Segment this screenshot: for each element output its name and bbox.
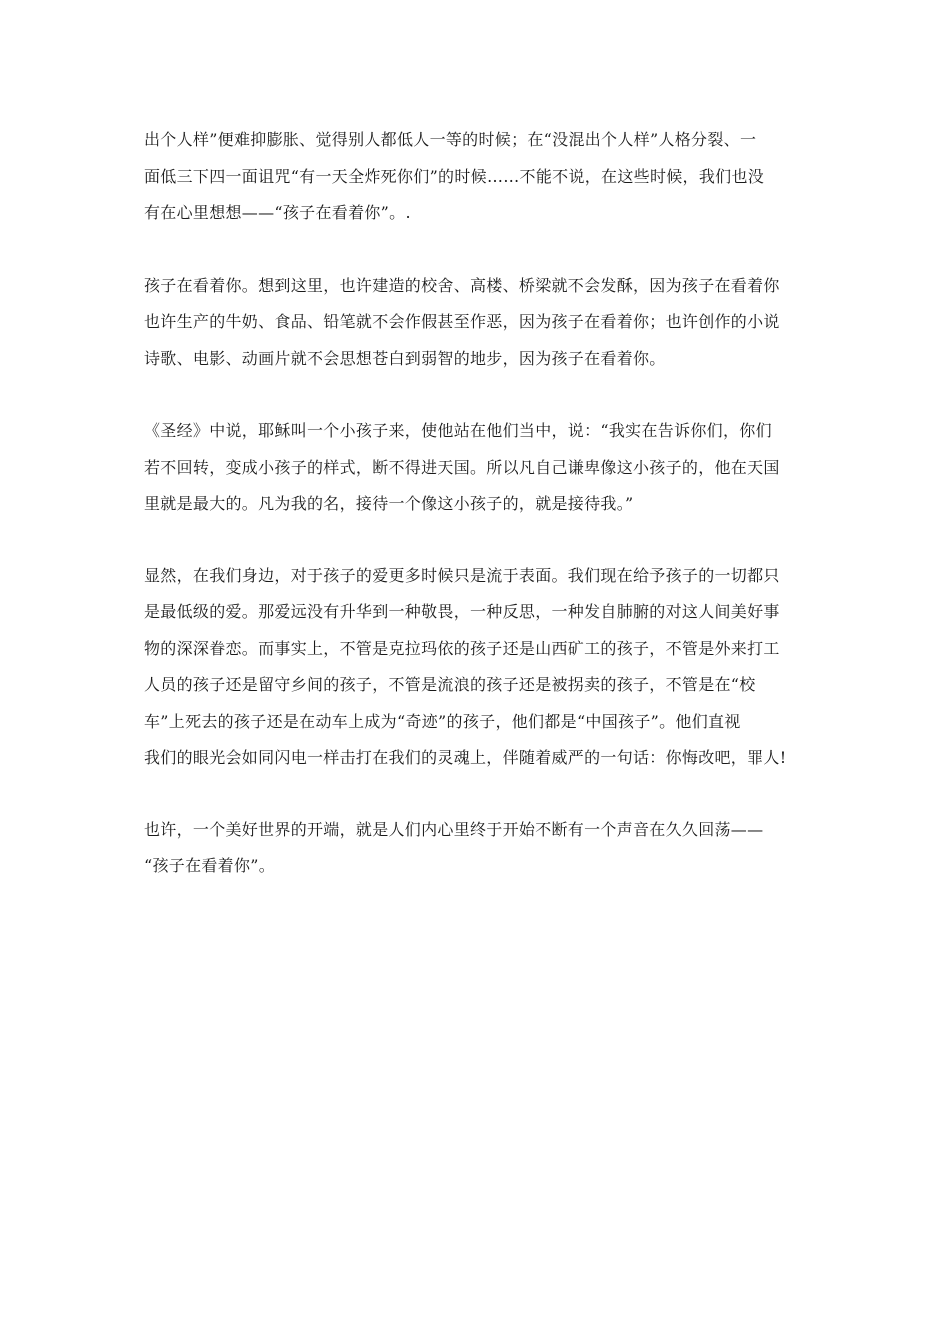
paragraph-3: 《圣经》中说，耶稣叫一个小孩子来，使他站在他们当中，说：“我实在告诉你们，你们 若不回转，变成小孩子的样式，断不得进天国。所以凡自己谦卑像这小孩子的，他在天国 里就是最大的。凡为我的名，接待一个像这小孩子的，就是接待我。” bbox=[144, 421, 780, 513]
paragraph-2: 孩子在看着你。想到这里，也许建造的校舍、高楼、桥梁就不会发酥，因为孩子在看着你 也许生产的牛奶、食品、铅笔就不会作假甚至作恶，因为孩子在看着你；也许创作的小说 诗歌、电影、动画片就不会思想苍白到弱智的地步，因为孩子在看着你。 bbox=[144, 275, 780, 368]
document-body bbox=[144, 122, 812, 921]
paragraph-1: 出个人样”便难抑膨胀、觉得别人都低人一等的时候；在“没混出个人样”人格分裂、一 面低三下四一面诅咒“有一天全炸死你们”的时候……不能不说，在这些时候，我们也没 有在心里想想——“孩子在看着你”。. bbox=[144, 130, 765, 222]
paragraph-5: 也许，一个美好世界的开端，就是人们内心里终于开始不断有一个声音在久久回荡—— “孩子在看着你”。 bbox=[144, 819, 764, 875]
paragraph-4: 显然，在我们身边，对于孩子的爱更多时候只是流于表面。我们现在给予孩子的一切都只 是最低级的爱。那爱远没有升华到一种敬畏，一种反思，一种发自肺腑的对这人间美好事 物的深深眷恋。而事实上，不管是克拉玛依的孩子还是山西矿工的孩子，不管是外来打工 人员的孩子还是留守乡间的孩子，不管是流浪的孩子还是被拐卖的孩子，不管是在“校 车”上死去的孩子还是在动车上成为“奇迹”的孩子，他们都是“中国孩子”。他们直视 我们的眼光会如同闪电一样击打在我们的灵魂上，伴随着威严的一句话：你悔改吧，罪人! bbox=[144, 565, 787, 767]
